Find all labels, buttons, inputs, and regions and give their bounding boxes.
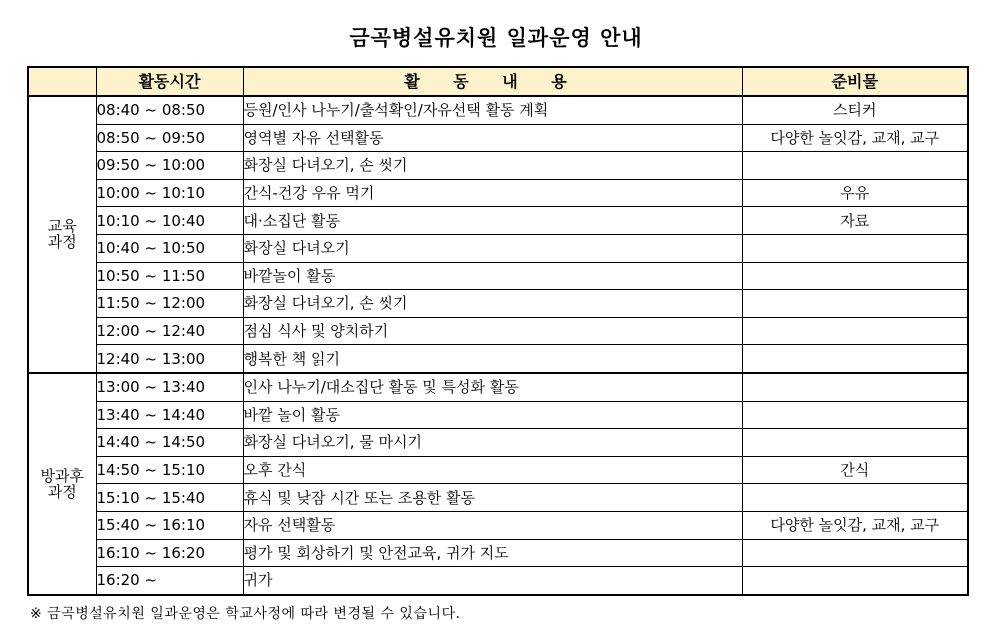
- prep-cell: [742, 152, 968, 180]
- time-cell: 10:50 ~ 11:50: [96, 262, 243, 290]
- table-row: [28, 207, 968, 235]
- table-row: [28, 262, 968, 290]
- activity-cell: 대·소집단 활동: [243, 207, 742, 235]
- time-cell: 14:40 ~ 14:50: [96, 429, 243, 457]
- time-cell: 12:00 ~ 12:40: [96, 317, 243, 345]
- period-label-line1: 방과후: [40, 466, 84, 485]
- time-cell: 10:40 ~ 10:50: [96, 234, 243, 262]
- prep-cell: 간식: [742, 456, 968, 484]
- footnote: ※ 금곡병설유치원 일과운영은 학교사정에 따라 변경될 수 있습니다.: [30, 606, 461, 622]
- prep-cell: [742, 373, 968, 401]
- activity-cell: 점심 식사 및 양치하기: [243, 317, 742, 345]
- table-row: [28, 539, 968, 567]
- activity-cell: 평가 및 회상하기 및 안전교육, 귀가 지도: [243, 539, 742, 567]
- activity-cell: 화장실 다녀오기: [243, 234, 742, 262]
- table-header-row: [28, 67, 968, 96]
- header-activity: 활 동 내 용: [243, 67, 742, 96]
- table-row: [28, 429, 968, 457]
- prep-cell: [742, 484, 968, 512]
- table-row: [28, 179, 968, 207]
- activity-cell: 오후 간식: [243, 456, 742, 484]
- time-cell: 08:50 ~ 09:50: [96, 124, 243, 152]
- table-row: [28, 345, 968, 373]
- table-row: [28, 373, 968, 401]
- prep-cell: [742, 262, 968, 290]
- period-label-line1: 교육: [47, 217, 77, 236]
- prep-cell: 우유: [742, 179, 968, 207]
- time-cell: 08:40 ~ 08:50: [96, 96, 243, 124]
- schedule-body: [28, 96, 968, 595]
- prep-cell: [742, 317, 968, 345]
- table-row: [28, 567, 968, 595]
- time-cell: 16:20 ~: [96, 567, 243, 595]
- time-cell: 12:40 ~ 13:00: [96, 345, 243, 373]
- prep-cell: 다양한 놀잇감, 교재, 교구: [742, 511, 968, 539]
- table-row: [28, 290, 968, 318]
- header-period: [28, 67, 96, 96]
- header-prep: 준비물: [742, 67, 968, 96]
- activity-cell: 화장실 다녀오기, 물 마시기: [243, 429, 742, 457]
- table-row: [28, 456, 968, 484]
- prep-cell: [742, 567, 968, 595]
- time-cell: 13:00 ~ 13:40: [96, 373, 243, 401]
- prep-cell: 다양한 놀잇감, 교재, 교구: [742, 124, 968, 152]
- activity-cell: 화장실 다녀오기, 손 씻기: [243, 290, 742, 318]
- prep-cell: [742, 345, 968, 373]
- prep-cell: [742, 290, 968, 318]
- schedule-table: [27, 66, 969, 596]
- activity-cell: 바깥 놀이 활동: [243, 401, 742, 429]
- activity-cell: 인사 나누기/대소집단 활동 및 특성화 활동: [243, 373, 742, 401]
- activity-cell: 바깥놀이 활동: [243, 262, 742, 290]
- period-label-line2: 과정: [47, 482, 77, 501]
- prep-cell: 스티커: [742, 96, 968, 124]
- activity-cell: 자유 선택활동: [243, 511, 742, 539]
- time-cell: 13:40 ~ 14:40: [96, 401, 243, 429]
- time-cell: 14:50 ~ 15:10: [96, 456, 243, 484]
- table-row: [28, 124, 968, 152]
- table-row: [28, 317, 968, 345]
- prep-cell: [742, 401, 968, 429]
- activity-cell: 휴식 및 낮잠 시간 또는 조용한 활동: [243, 484, 742, 512]
- table-row: [28, 152, 968, 180]
- period-label: [28, 96, 96, 373]
- page-title: 금곡병설유치원 일과운영 안내: [349, 26, 643, 50]
- period-label-line2: 과정: [47, 233, 77, 252]
- time-cell: 09:50 ~ 10:00: [96, 152, 243, 180]
- prep-cell: [742, 234, 968, 262]
- time-cell: 10:00 ~ 10:10: [96, 179, 243, 207]
- activity-cell: 귀가: [243, 567, 742, 595]
- time-cell: 10:10 ~ 10:40: [96, 207, 243, 235]
- header-time: 활동시간: [96, 67, 243, 96]
- time-cell: 16:10 ~ 16:20: [96, 539, 243, 567]
- prep-cell: [742, 429, 968, 457]
- activity-cell: 영역별 자유 선택활동: [243, 124, 742, 152]
- table-row: [28, 401, 968, 429]
- table-row: [28, 234, 968, 262]
- time-cell: 15:10 ~ 15:40: [96, 484, 243, 512]
- time-cell: 11:50 ~ 12:00: [96, 290, 243, 318]
- table-row: [28, 96, 968, 124]
- period-label: [28, 373, 96, 595]
- time-cell: 15:40 ~ 16:10: [96, 511, 243, 539]
- table-row: [28, 511, 968, 539]
- activity-cell: 행복한 책 읽기: [243, 345, 742, 373]
- activity-cell: 등원/인사 나누기/출석확인/자유선택 활동 계획: [243, 96, 742, 124]
- table-row: [28, 484, 968, 512]
- activity-cell: 화장실 다녀오기, 손 씻기: [243, 152, 742, 180]
- prep-cell: [742, 539, 968, 567]
- activity-cell: 간식-건강 우유 먹기: [243, 179, 742, 207]
- prep-cell: 자료: [742, 207, 968, 235]
